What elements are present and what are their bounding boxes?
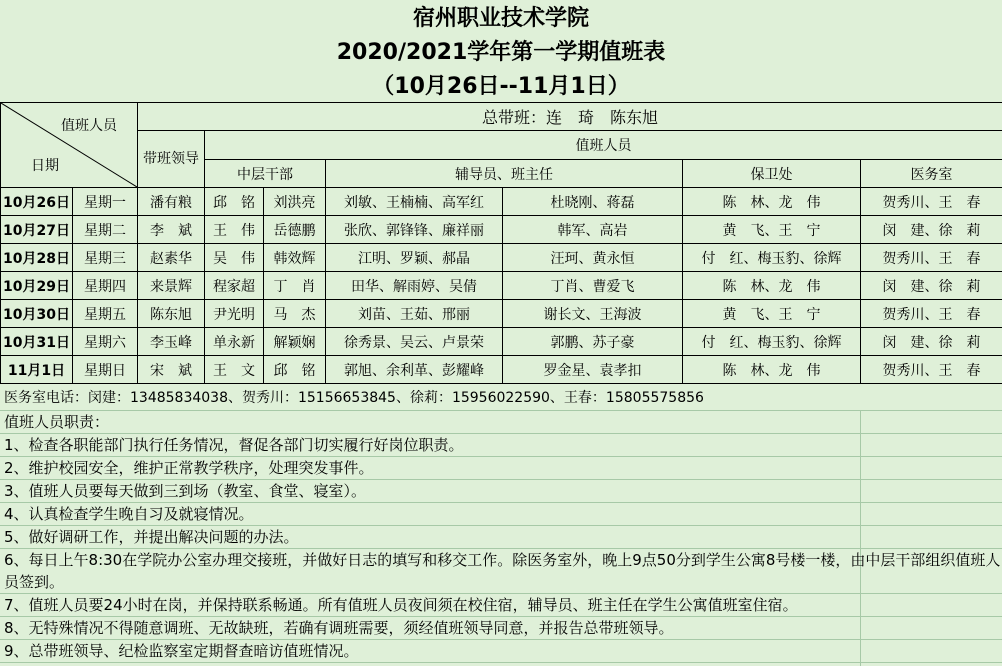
- cell-med: 贺秀川、王 春: [861, 244, 1002, 272]
- cell-mid2: 马 杰: [264, 300, 326, 328]
- cell-sec: 付 红、梅玉豹、徐辉: [683, 244, 861, 272]
- table-row: [1, 272, 1002, 300]
- cell-c1: 刘苗、王茹、邢丽: [326, 300, 503, 328]
- cell-mid2: 丁 肖: [264, 272, 326, 300]
- cell-c2: 汪珂、黄永恒: [503, 244, 683, 272]
- cell-date: 10月30日: [1, 300, 73, 328]
- clinic-header: 医务室: [861, 160, 1002, 188]
- general-leader: 总带班：连 琦 陈东旭: [138, 103, 1002, 131]
- cell-leader: 赵素华: [138, 244, 205, 272]
- cell-sec: 陈 林、龙 伟: [683, 356, 861, 384]
- cell-mid1: 吴 伟: [205, 244, 264, 272]
- cell-mid1: 程家超: [205, 272, 264, 300]
- duty-item: 9、总带班领导、纪检监察室定期督查暗访值班情况。: [0, 640, 1002, 663]
- cell-weekday: 星期二: [73, 216, 138, 244]
- cell-mid2: 刘洪亮: [264, 188, 326, 216]
- duty-item: 7、值班人员要24小时在岗，并保持联系畅通。所有值班人员夜间须在校住宿，辅导员、班主任在学生公寓值班室住宿。: [0, 594, 1002, 617]
- cell-med: 闵 建、徐 莉: [861, 272, 1002, 300]
- duty-item: 8、无特殊情况不得随意调班、无故缺班，若确有调班需要，须经值班领导同意，并报告总带班领导。: [0, 617, 1002, 640]
- cell-date: 10月29日: [1, 272, 73, 300]
- cell-med: 闵 建、徐 莉: [861, 216, 1002, 244]
- duty-heading: 值班人员职责：: [0, 411, 1002, 434]
- cell-weekday: 星期六: [73, 328, 138, 356]
- table-row: [1, 300, 1002, 328]
- cell-weekday: 星期三: [73, 244, 138, 272]
- cell-mid1: 单永新: [205, 328, 264, 356]
- clinic-phones: 医务室电话：闵建：13485834038、贺秀川：15156653845、徐莉：15956022590、王春：15805575856: [0, 385, 1002, 411]
- cell-weekday: 星期五: [73, 300, 138, 328]
- cell-sec: 黄 飞、王 宁: [683, 300, 861, 328]
- cell-c1: 郭旭、余利革、彭耀峰: [326, 356, 503, 384]
- duty-table: [0, 102, 1002, 384]
- cell-date: 11月1日: [1, 356, 73, 384]
- cell-mid1: 王 伟: [205, 216, 264, 244]
- cell-c2: 谢长文、王海波: [503, 300, 683, 328]
- cell-med: 贺秀川、王 春: [861, 300, 1002, 328]
- counselor-header: 辅导员、班主任: [326, 160, 683, 188]
- duty-item: 5、做好调研工作，并提出解决问题的办法。: [0, 526, 1002, 549]
- security-header: 保卫处: [683, 160, 861, 188]
- cell-date: 10月28日: [1, 244, 73, 272]
- cell-c1: 徐秀景、吴云、卢景荣: [326, 328, 503, 356]
- cell-c2: 罗金星、袁孝扣: [503, 356, 683, 384]
- duty-item: 2、维护校园安全，维护正常教学秩序，处理突发事件。: [0, 457, 1002, 480]
- cell-leader: 潘有粮: [138, 188, 205, 216]
- cell-c1: 江明、罗颖、郝晶: [326, 244, 503, 272]
- date-range: （10月26日--11月1日）: [372, 74, 630, 99]
- cell-c1: 张欣、郭锋锋、廉祥丽: [326, 216, 503, 244]
- cell-leader: 陈东旭: [138, 300, 205, 328]
- cell-c2: 丁肖、曹爱飞: [503, 272, 683, 300]
- table-row: [1, 188, 1002, 216]
- cell-date: 10月31日: [1, 328, 73, 356]
- cell-leader: 李 斌: [138, 216, 205, 244]
- cell-med: 贺秀川、王 春: [861, 356, 1002, 384]
- cell-weekday: 星期四: [73, 272, 138, 300]
- corner-header: [1, 103, 138, 188]
- cell-c2: 韩军、高岩: [503, 216, 683, 244]
- cell-weekday: 星期日: [73, 356, 138, 384]
- table-row: [1, 244, 1002, 272]
- cell-mid1: 邱 铭: [205, 188, 264, 216]
- cell-sec: 付 红、梅玉豹、徐辉: [683, 328, 861, 356]
- duty-item: 4、认真检查学生晚自习及就寝情况。: [0, 503, 1002, 526]
- cell-mid2: 岳德鹏: [264, 216, 326, 244]
- cell-sec: 黄 飞、王 宁: [683, 216, 861, 244]
- school-title: 宿州职业技术学院: [412, 6, 589, 31]
- cell-weekday: 星期一: [73, 188, 138, 216]
- cell-mid2: 韩效辉: [264, 244, 326, 272]
- cell-c1: 田华、解雨婷、吴倩: [326, 272, 503, 300]
- cell-c1: 刘敏、王楠楠、高军红: [326, 188, 503, 216]
- cell-med: 闵 建、徐 莉: [861, 328, 1002, 356]
- duty-item: 3、值班人员要每天做到三到场（教室、食堂、寝室）。: [0, 480, 1002, 503]
- duty-list: [0, 411, 1002, 663]
- cell-mid2: 邱 铭: [264, 356, 326, 384]
- cell-date: 10月27日: [1, 216, 73, 244]
- cell-c2: 杜晓刚、蒋磊: [503, 188, 683, 216]
- cell-date: 10月26日: [1, 188, 73, 216]
- cell-leader: 来景辉: [138, 272, 205, 300]
- cell-sec: 陈 林、龙 伟: [683, 188, 861, 216]
- cell-sec: 陈 林、龙 伟: [683, 272, 861, 300]
- corner-date-label: 日期: [31, 158, 59, 174]
- duty-item: 1、检查各职能部门执行任务情况，督促各部门切实履行好岗位职责。: [0, 434, 1002, 457]
- table-row: [1, 216, 1002, 244]
- table-row: [1, 356, 1002, 384]
- lead-column-header: 带班领导: [138, 131, 205, 188]
- staff-header: 值班人员: [205, 131, 1002, 160]
- cell-c2: 郭鹏、苏子豪: [503, 328, 683, 356]
- cell-mid1: 尹光明: [205, 300, 264, 328]
- cell-leader: 李玉峰: [138, 328, 205, 356]
- schedule-title: 2020/2021学年第一学期值班表: [336, 40, 666, 65]
- cell-leader: 宋 斌: [138, 356, 205, 384]
- cell-mid1: 王 文: [205, 356, 264, 384]
- table-row: [1, 328, 1002, 356]
- mid-cadre-header: 中层干部: [205, 160, 326, 188]
- corner-staff-label: 值班人员: [61, 118, 117, 134]
- cell-mid2: 解颖娴: [264, 328, 326, 356]
- duty-item: 6、每日上午8:30在学院办公室办理交接班，并做好日志的填写和移交工作。除医务室外，晚上9点50分到学生公寓8号楼一楼，由中层干部组织值班人员签到。: [0, 549, 1002, 594]
- cell-med: 贺秀川、王 春: [861, 188, 1002, 216]
